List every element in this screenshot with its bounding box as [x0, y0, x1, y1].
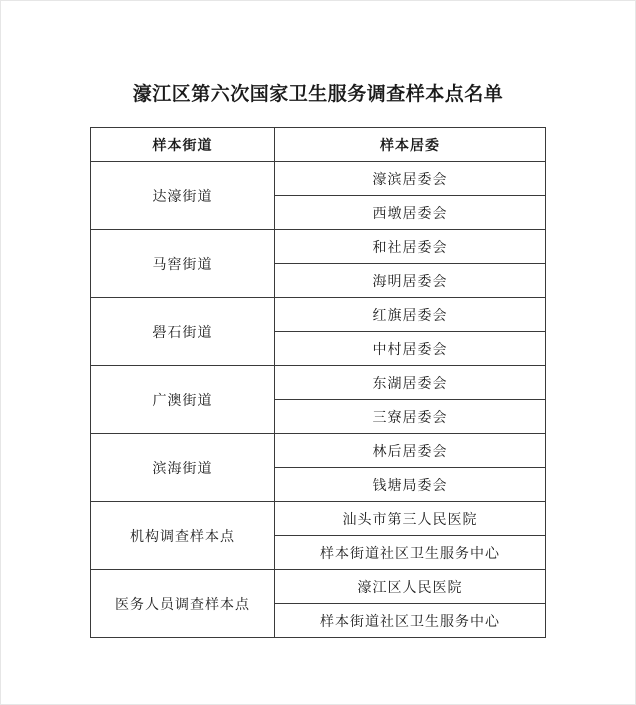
committee-cell: 汕头市第三人民医院: [275, 502, 546, 536]
table-row: [91, 502, 546, 536]
committee-cell: 东湖居委会: [275, 366, 546, 400]
header-sample-committee: 样本居委: [275, 128, 546, 162]
table-header-row: [91, 128, 546, 162]
committee-cell: 三寮居委会: [275, 400, 546, 434]
table-row: [91, 162, 546, 196]
committee-cell: 濠滨居委会: [275, 162, 546, 196]
document-title: 濠江区第六次国家卫生服务调查样本点名单: [132, 83, 504, 105]
committee-cell: 中村居委会: [275, 332, 546, 366]
table-row: [91, 230, 546, 264]
committee-cell: 钱塘局委会: [275, 468, 546, 502]
street-cell: 滨海街道: [91, 434, 275, 502]
street-cell: 达濠街道: [91, 162, 275, 230]
street-cell: 马窖街道: [91, 230, 275, 298]
committee-cell: 濠江区人民医院: [275, 570, 546, 604]
committee-cell: 海明居委会: [275, 264, 546, 298]
header-sample-street: 样本街道: [91, 128, 275, 162]
sample-sites-table: [90, 127, 546, 638]
committee-cell: 样本街道社区卫生服务中心: [275, 536, 546, 570]
table-row: [91, 298, 546, 332]
committee-cell: 和社居委会: [275, 230, 546, 264]
table-row: [91, 434, 546, 468]
street-cell: 医务人员调查样本点: [91, 570, 275, 638]
table-row: [91, 366, 546, 400]
street-cell: 机构调查样本点: [91, 502, 275, 570]
street-cell: 礐石街道: [91, 298, 275, 366]
table-row: [91, 570, 546, 604]
committee-cell: 红旗居委会: [275, 298, 546, 332]
street-cell: 广澳街道: [91, 366, 275, 434]
committee-cell: 样本街道社区卫生服务中心: [275, 604, 546, 638]
committee-cell: 林后居委会: [275, 434, 546, 468]
committee-cell: 西墩居委会: [275, 196, 546, 230]
